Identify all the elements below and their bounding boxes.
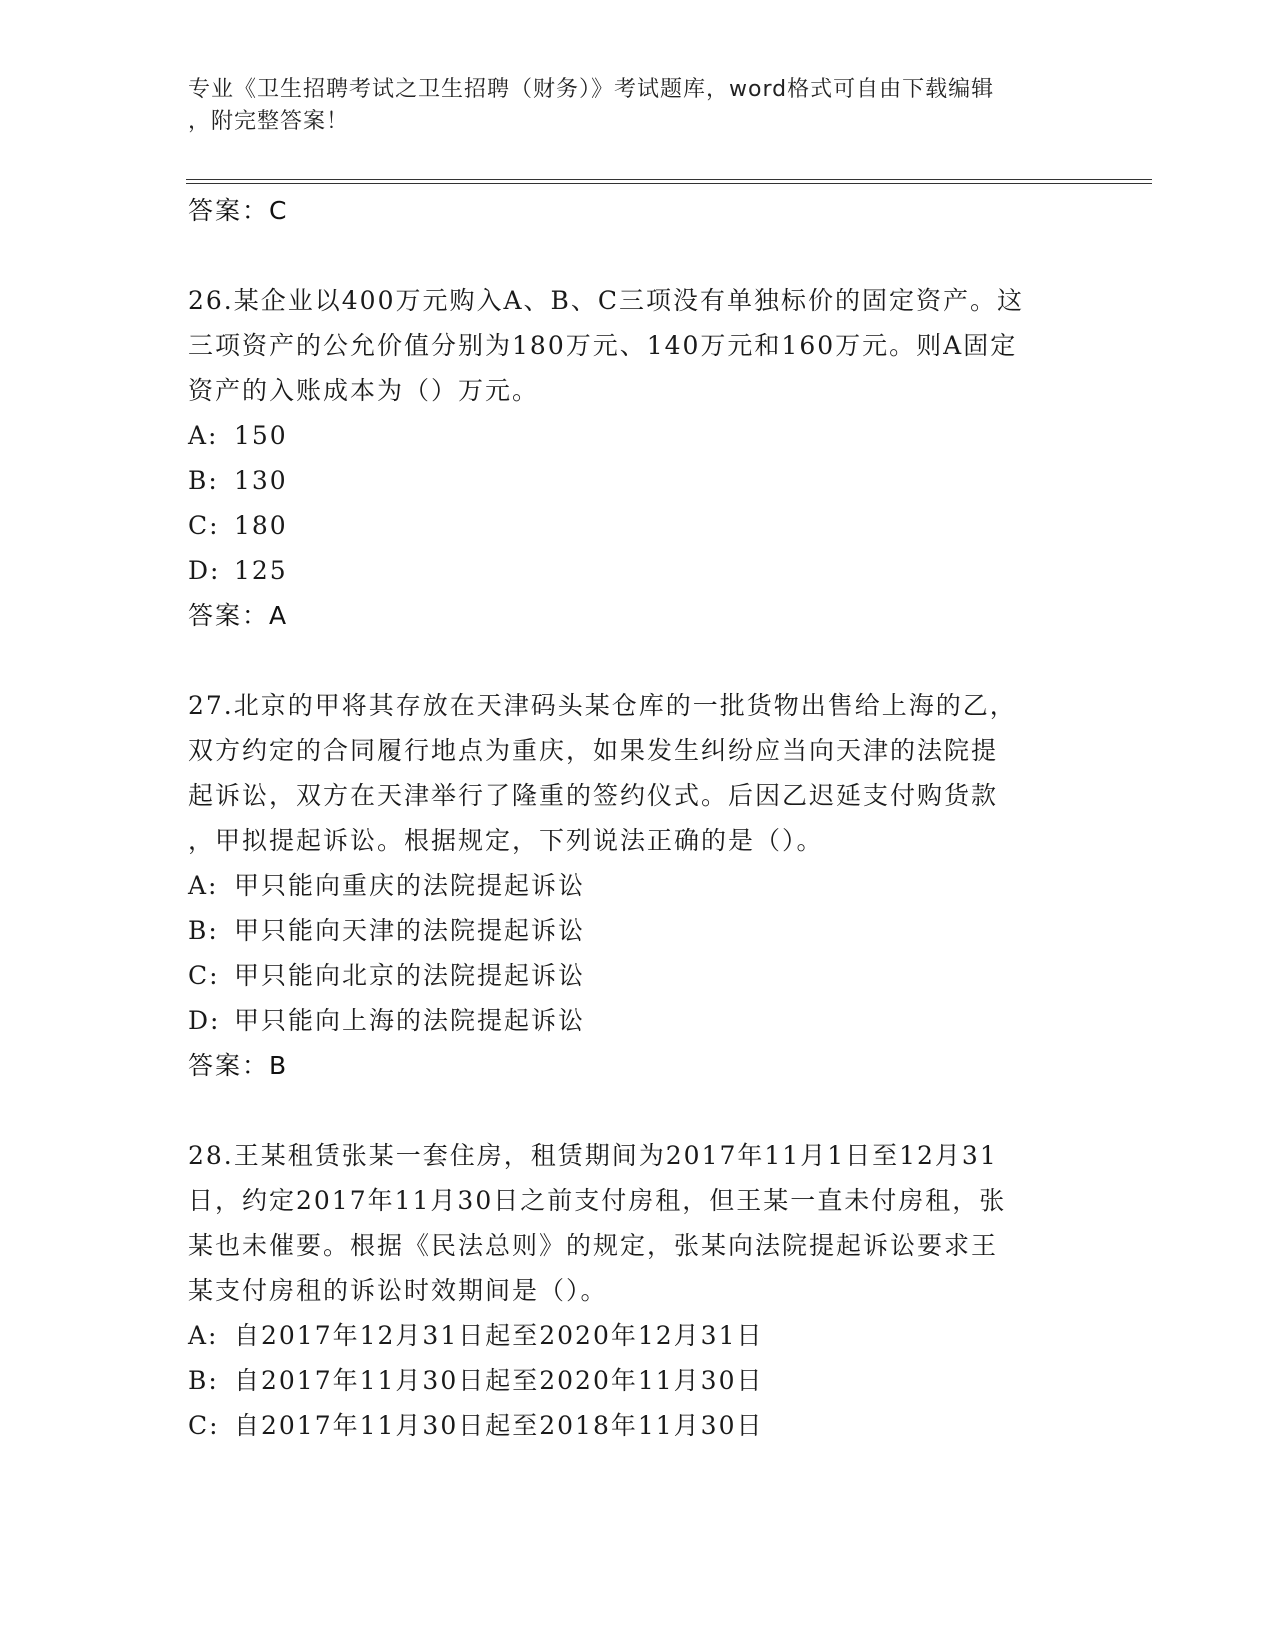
header-divider bbox=[186, 179, 1152, 180]
question-26 bbox=[188, 278, 1088, 638]
option-label: B: bbox=[188, 916, 219, 945]
option-text: 甲只能向天津的法院提起诉讼 bbox=[234, 916, 586, 945]
header-line-2: ，附完整答案！ bbox=[188, 109, 350, 134]
header-divider-secondary bbox=[186, 183, 1152, 184]
question-28 bbox=[188, 1133, 1088, 1448]
question-stem bbox=[188, 683, 1088, 863]
stem-line: 28.王某租赁张某一套住房，租赁期间为2017年11月1日至12月31 bbox=[188, 1141, 998, 1170]
option-label: B: bbox=[188, 1366, 219, 1395]
stem-line: ，甲拟提起诉讼。根据规定，下列说法正确的是（）。 bbox=[188, 826, 824, 855]
option-b bbox=[188, 1358, 1088, 1403]
option-label: D: bbox=[188, 1006, 221, 1035]
option-a bbox=[188, 1313, 1088, 1358]
option-label: D: bbox=[188, 556, 221, 585]
answer: 答案：A bbox=[188, 601, 289, 630]
option-text: 自2017年12月31日起至2020年12月31日 bbox=[234, 1321, 764, 1350]
stem-line: 26.某企业以400万元购入A、B、C三项没有单独标价的固定资产。这 bbox=[188, 286, 1025, 315]
option-text: 自2017年11月30日起至2020年11月30日 bbox=[234, 1366, 764, 1395]
option-d bbox=[188, 548, 1088, 593]
option-a bbox=[188, 863, 1088, 908]
stem-line: 资产的入账成本为（）万元。 bbox=[188, 376, 540, 405]
question-stem bbox=[188, 1133, 1088, 1313]
option-label: A: bbox=[188, 871, 219, 900]
stem-line: 三项资产的公允价值分别为180万元、140万元和160万元。则A固定 bbox=[188, 331, 1018, 360]
option-b bbox=[188, 908, 1088, 953]
option-text: 自2017年11月30日起至2018年11月30日 bbox=[234, 1411, 764, 1440]
option-c bbox=[188, 953, 1088, 998]
option-text: 150 bbox=[234, 421, 288, 450]
option-b bbox=[188, 458, 1088, 503]
stem-line: 某支付房租的诉讼时效期间是（）。 bbox=[188, 1276, 608, 1305]
question-stem bbox=[188, 278, 1088, 413]
option-text: 甲只能向重庆的法院提起诉讼 bbox=[234, 871, 586, 900]
stem-line: 27.北京的甲将其存放在天津码头某仓库的一批货物出售给上海的乙， bbox=[188, 691, 1017, 720]
answer: 答案：B bbox=[188, 1051, 289, 1080]
option-text: 130 bbox=[234, 466, 288, 495]
stem-line: 起诉讼，双方在天津举行了隆重的签约仪式。后因乙迟延支付购货款 bbox=[188, 781, 999, 810]
question-list bbox=[188, 190, 1088, 1448]
option-text: 甲只能向北京的法院提起诉讼 bbox=[234, 961, 586, 990]
option-text: 甲只能向上海的法院提起诉讼 bbox=[234, 1006, 586, 1035]
previous-answer: 答案：C bbox=[188, 196, 289, 225]
option-c bbox=[188, 1403, 1088, 1448]
option-label: A: bbox=[188, 421, 219, 450]
stem-line: 日，约定2017年11月30日之前支付房租，但王某一直未付房租，张 bbox=[188, 1186, 1007, 1215]
option-label: B: bbox=[188, 466, 219, 495]
option-label: C: bbox=[188, 961, 220, 990]
stem-line: 某也未催要。根据《民法总则》的规定，张某向法院提起诉讼要求王 bbox=[188, 1231, 999, 1260]
option-label: C: bbox=[188, 1411, 220, 1440]
option-text: 125 bbox=[234, 556, 288, 585]
page-header bbox=[188, 74, 1088, 138]
option-label: C: bbox=[188, 511, 220, 540]
option-text: 180 bbox=[234, 511, 288, 540]
option-a bbox=[188, 413, 1088, 458]
option-d bbox=[188, 998, 1088, 1043]
header-line-1: 专业《卫生招聘考试之卫生招聘（财务）》考试题库，word格式可自由下载编辑 bbox=[188, 77, 995, 102]
question-27 bbox=[188, 683, 1088, 1088]
stem-line: 双方约定的合同履行地点为重庆，如果发生纠纷应当向天津的法院提 bbox=[188, 736, 999, 765]
option-c bbox=[188, 503, 1088, 548]
option-label: A: bbox=[188, 1321, 219, 1350]
